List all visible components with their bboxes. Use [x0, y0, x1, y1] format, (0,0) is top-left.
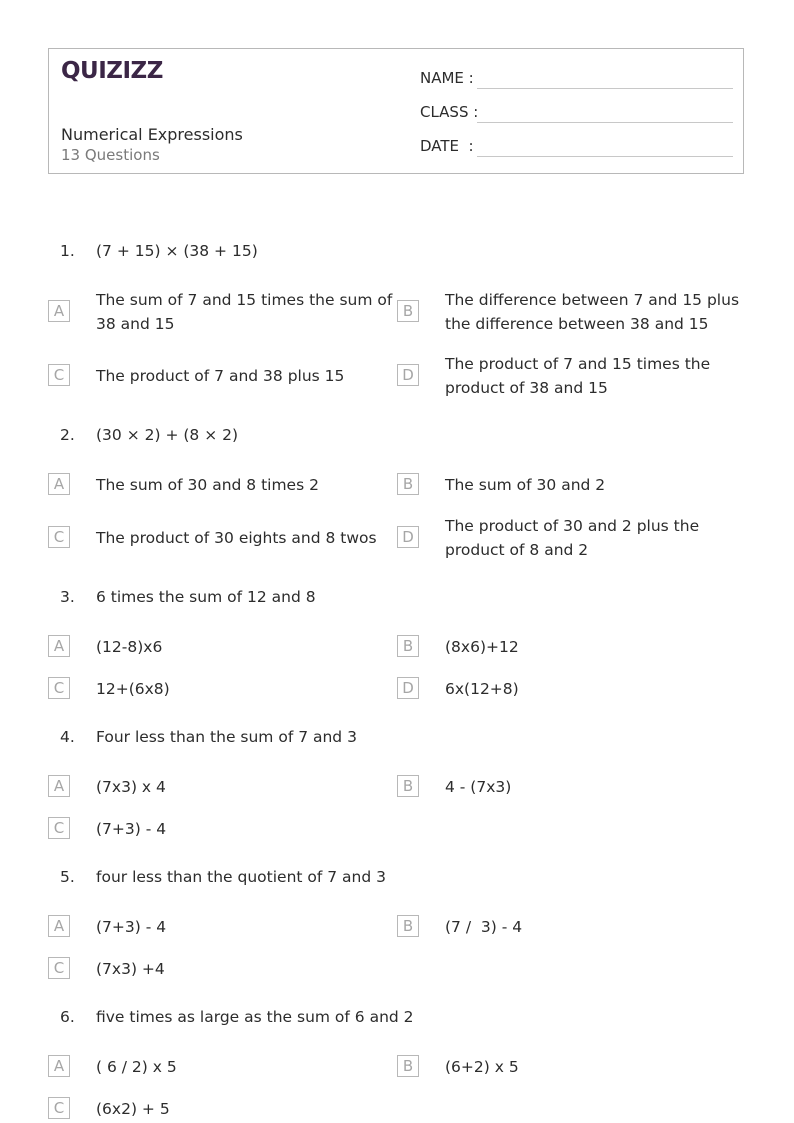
option-letter-box: A [48, 635, 70, 657]
option-text: The sum of 7 and 15 times the sum of 38 and 15 [96, 291, 393, 333]
worksheet-title: Numerical Expressions [61, 125, 243, 144]
option-text: The product of 30 and 2 plus the product of 8 and 2 [445, 517, 700, 559]
option-letter-box: B [397, 300, 419, 322]
option-letter-box: D [397, 526, 419, 548]
option-text: The product of 7 and 38 plus 15 [96, 367, 345, 385]
option-text: 4 - (7x3) [445, 778, 512, 796]
option-text: 6x(12+8) [445, 680, 519, 698]
question-number: 2. [60, 426, 75, 444]
class-label: CLASS : [420, 103, 479, 121]
question-number: 3. [60, 588, 75, 606]
option-text: (7x3) +4 [96, 960, 165, 978]
question-number: 5. [60, 868, 75, 886]
option-letter-box: C [48, 526, 70, 548]
question-text: (30 × 2) + (8 × 2) [96, 426, 239, 444]
option-letter-box: D [397, 677, 419, 699]
option-letter-box: A [48, 300, 70, 322]
question-number: 1. [60, 242, 75, 260]
option-text: (6+2) x 5 [445, 1058, 519, 1076]
option-letter-box: C [48, 677, 70, 699]
quizizz-logo: QUIZIZZ [61, 58, 163, 84]
date-label: DATE : [420, 137, 474, 155]
option-text: The product of 7 and 15 times the product of 38 and 15 [445, 355, 711, 397]
option-text: (12-8)x6 [96, 638, 163, 656]
date-line[interactable] [477, 156, 733, 157]
question-text: (7 + 15) × (38 + 15) [96, 242, 258, 260]
option-letter-box: B [397, 635, 419, 657]
option-letter-box: C [48, 1097, 70, 1119]
option-letter-box: A [48, 775, 70, 797]
question-number: 4. [60, 728, 75, 746]
name-label: NAME : [420, 69, 474, 87]
question-text: four less than the quotient of 7 and 3 [96, 868, 386, 886]
option-text: 12+(6x8) [96, 680, 170, 698]
option-letter-box: C [48, 364, 70, 386]
class-line[interactable] [477, 122, 733, 123]
question-count: 13 Questions [61, 146, 160, 164]
option-text: The sum of 30 and 8 times 2 [96, 476, 319, 494]
question-text: Four less than the sum of 7 and 3 [96, 728, 357, 746]
name-line[interactable] [477, 88, 733, 89]
option-letter-box: B [397, 1055, 419, 1077]
option-letter-box: B [397, 915, 419, 937]
worksheet-header [48, 48, 744, 174]
option-text: (7+3) - 4 [96, 918, 167, 936]
option-text: (8x6)+12 [445, 638, 519, 656]
option-letter-box: D [397, 364, 419, 386]
option-text: (7+3) - 4 [96, 820, 167, 838]
option-letter-box: A [48, 473, 70, 495]
option-text: The difference between 7 and 15 plus the difference between 38 and 15 [445, 291, 740, 333]
question-text: 6 times the sum of 12 and 8 [96, 588, 316, 606]
option-text: (7x3) x 4 [96, 778, 166, 796]
option-letter-box: C [48, 957, 70, 979]
option-text: (7 / 3) - 4 [445, 918, 523, 936]
option-text: The sum of 30 and 2 [445, 476, 606, 494]
option-letter-box: B [397, 473, 419, 495]
option-letter-box: B [397, 775, 419, 797]
option-letter-box: A [48, 1055, 70, 1077]
question-text: five times as large as the sum of 6 and 2 [96, 1008, 414, 1026]
question-number: 6. [60, 1008, 75, 1026]
option-text: (6x2) + 5 [96, 1100, 170, 1118]
option-letter-box: A [48, 915, 70, 937]
option-text: The product of 30 eights and 8 twos [96, 529, 377, 547]
option-text: ( 6 / 2) x 5 [96, 1058, 177, 1076]
option-letter-box: C [48, 817, 70, 839]
